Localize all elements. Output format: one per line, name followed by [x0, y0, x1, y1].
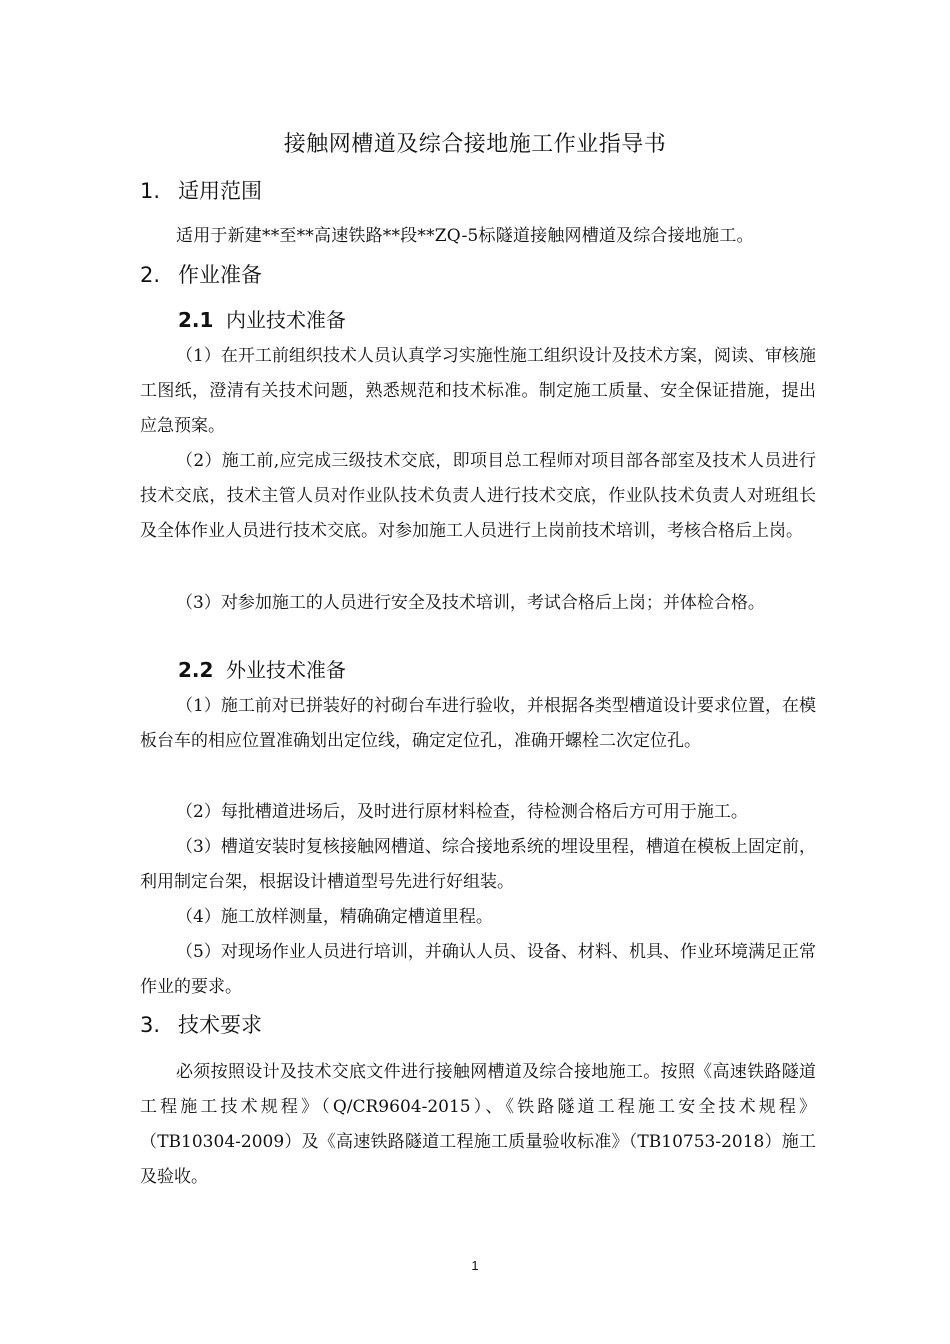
subsection-number: 2.2 — [178, 658, 214, 682]
document-title: 接触网槽道及综合接地施工作业指导书 — [283, 132, 667, 157]
subsection-title: 外业技术准备 — [226, 658, 346, 682]
paragraph: （2）施工前,应完成三级技术交底，即项目总工程师对项目部各部室及技术人员进行技术交底，技术主管人员对作业队技术负责人进行技术交底，作业队技术负责人对班组长及全体作业人员进行技术交底。对参加施工人员进行上岗前技术培训，考核合格后上岗。 — [140, 451, 816, 541]
subsection-title: 内业技术准备 — [226, 308, 346, 332]
paragraph: 适用于新建**至**高速铁路**段**ZQ-5标隧道接触网槽道及综合接地施工。 — [176, 226, 754, 246]
paragraph: （1）在开工前组织技术人员认真学习实施性施工组织设计及技术方案，阅读、审核施工图纸，澄清有关技术问题，熟悉规范和技术标准。制定施工质量、安全保证措施，提出应急预案。 — [140, 346, 816, 436]
section-heading-2 — [140, 260, 262, 290]
paragraph: （2）每批槽道进场后，及时进行原材料检查，待检测合格后方可用于施工。 — [176, 802, 748, 822]
subsection-number: 2.1 — [178, 308, 214, 332]
section-heading-1 — [140, 176, 262, 206]
section-heading-3 — [140, 1010, 262, 1040]
section-number: 2. — [140, 263, 161, 287]
paragraph: （3）槽道安装时复核接触网槽道、综合接地系统的埋设里程，槽道在模板上固定前，利用制定台架，根据设计槽道型号先进行好组装。 — [140, 837, 816, 892]
subsection-heading-2-1 — [178, 305, 346, 335]
paragraph: （4）施工放样测量，精确确定槽道里程。 — [176, 907, 493, 927]
section-title: 适用范围 — [178, 179, 262, 203]
subsection-heading-2-2 — [178, 655, 346, 685]
section-title: 技术要求 — [178, 1013, 262, 1037]
section-number: 1. — [140, 179, 161, 203]
paragraph: （5）对现场作业人员进行培训，并确认人员、设备、材料、机具、作业环境满足正常作业的要求。 — [140, 942, 816, 997]
page-number: 1 — [471, 1258, 479, 1273]
section-title: 作业准备 — [178, 263, 262, 287]
paragraph: 必须按照设计及技术交底文件进行接触网槽道及综合接地施工。按照《高速铁路隧道工程施工技术规程》（Q/CR9604-2015）、《铁路隧道工程施工安全技术规程》（TB10304-2009）及《高速铁路隧道工程施工质量验收标准》（TB10753-2018）施工及验收。 — [140, 1062, 816, 1187]
paragraph: （3）对参加施工的人员进行安全及技术培训，考试合格后上岗；并体检合格。 — [176, 593, 765, 613]
section-number: 3. — [140, 1013, 161, 1037]
paragraph: （1）施工前对已拼装好的衬砌台车进行验收，并根据各类型槽道设计要求位置，在模板台车的相应位置准确划出定位线，确定定位孔，准确开螺栓二次定位孔。 — [140, 696, 816, 751]
